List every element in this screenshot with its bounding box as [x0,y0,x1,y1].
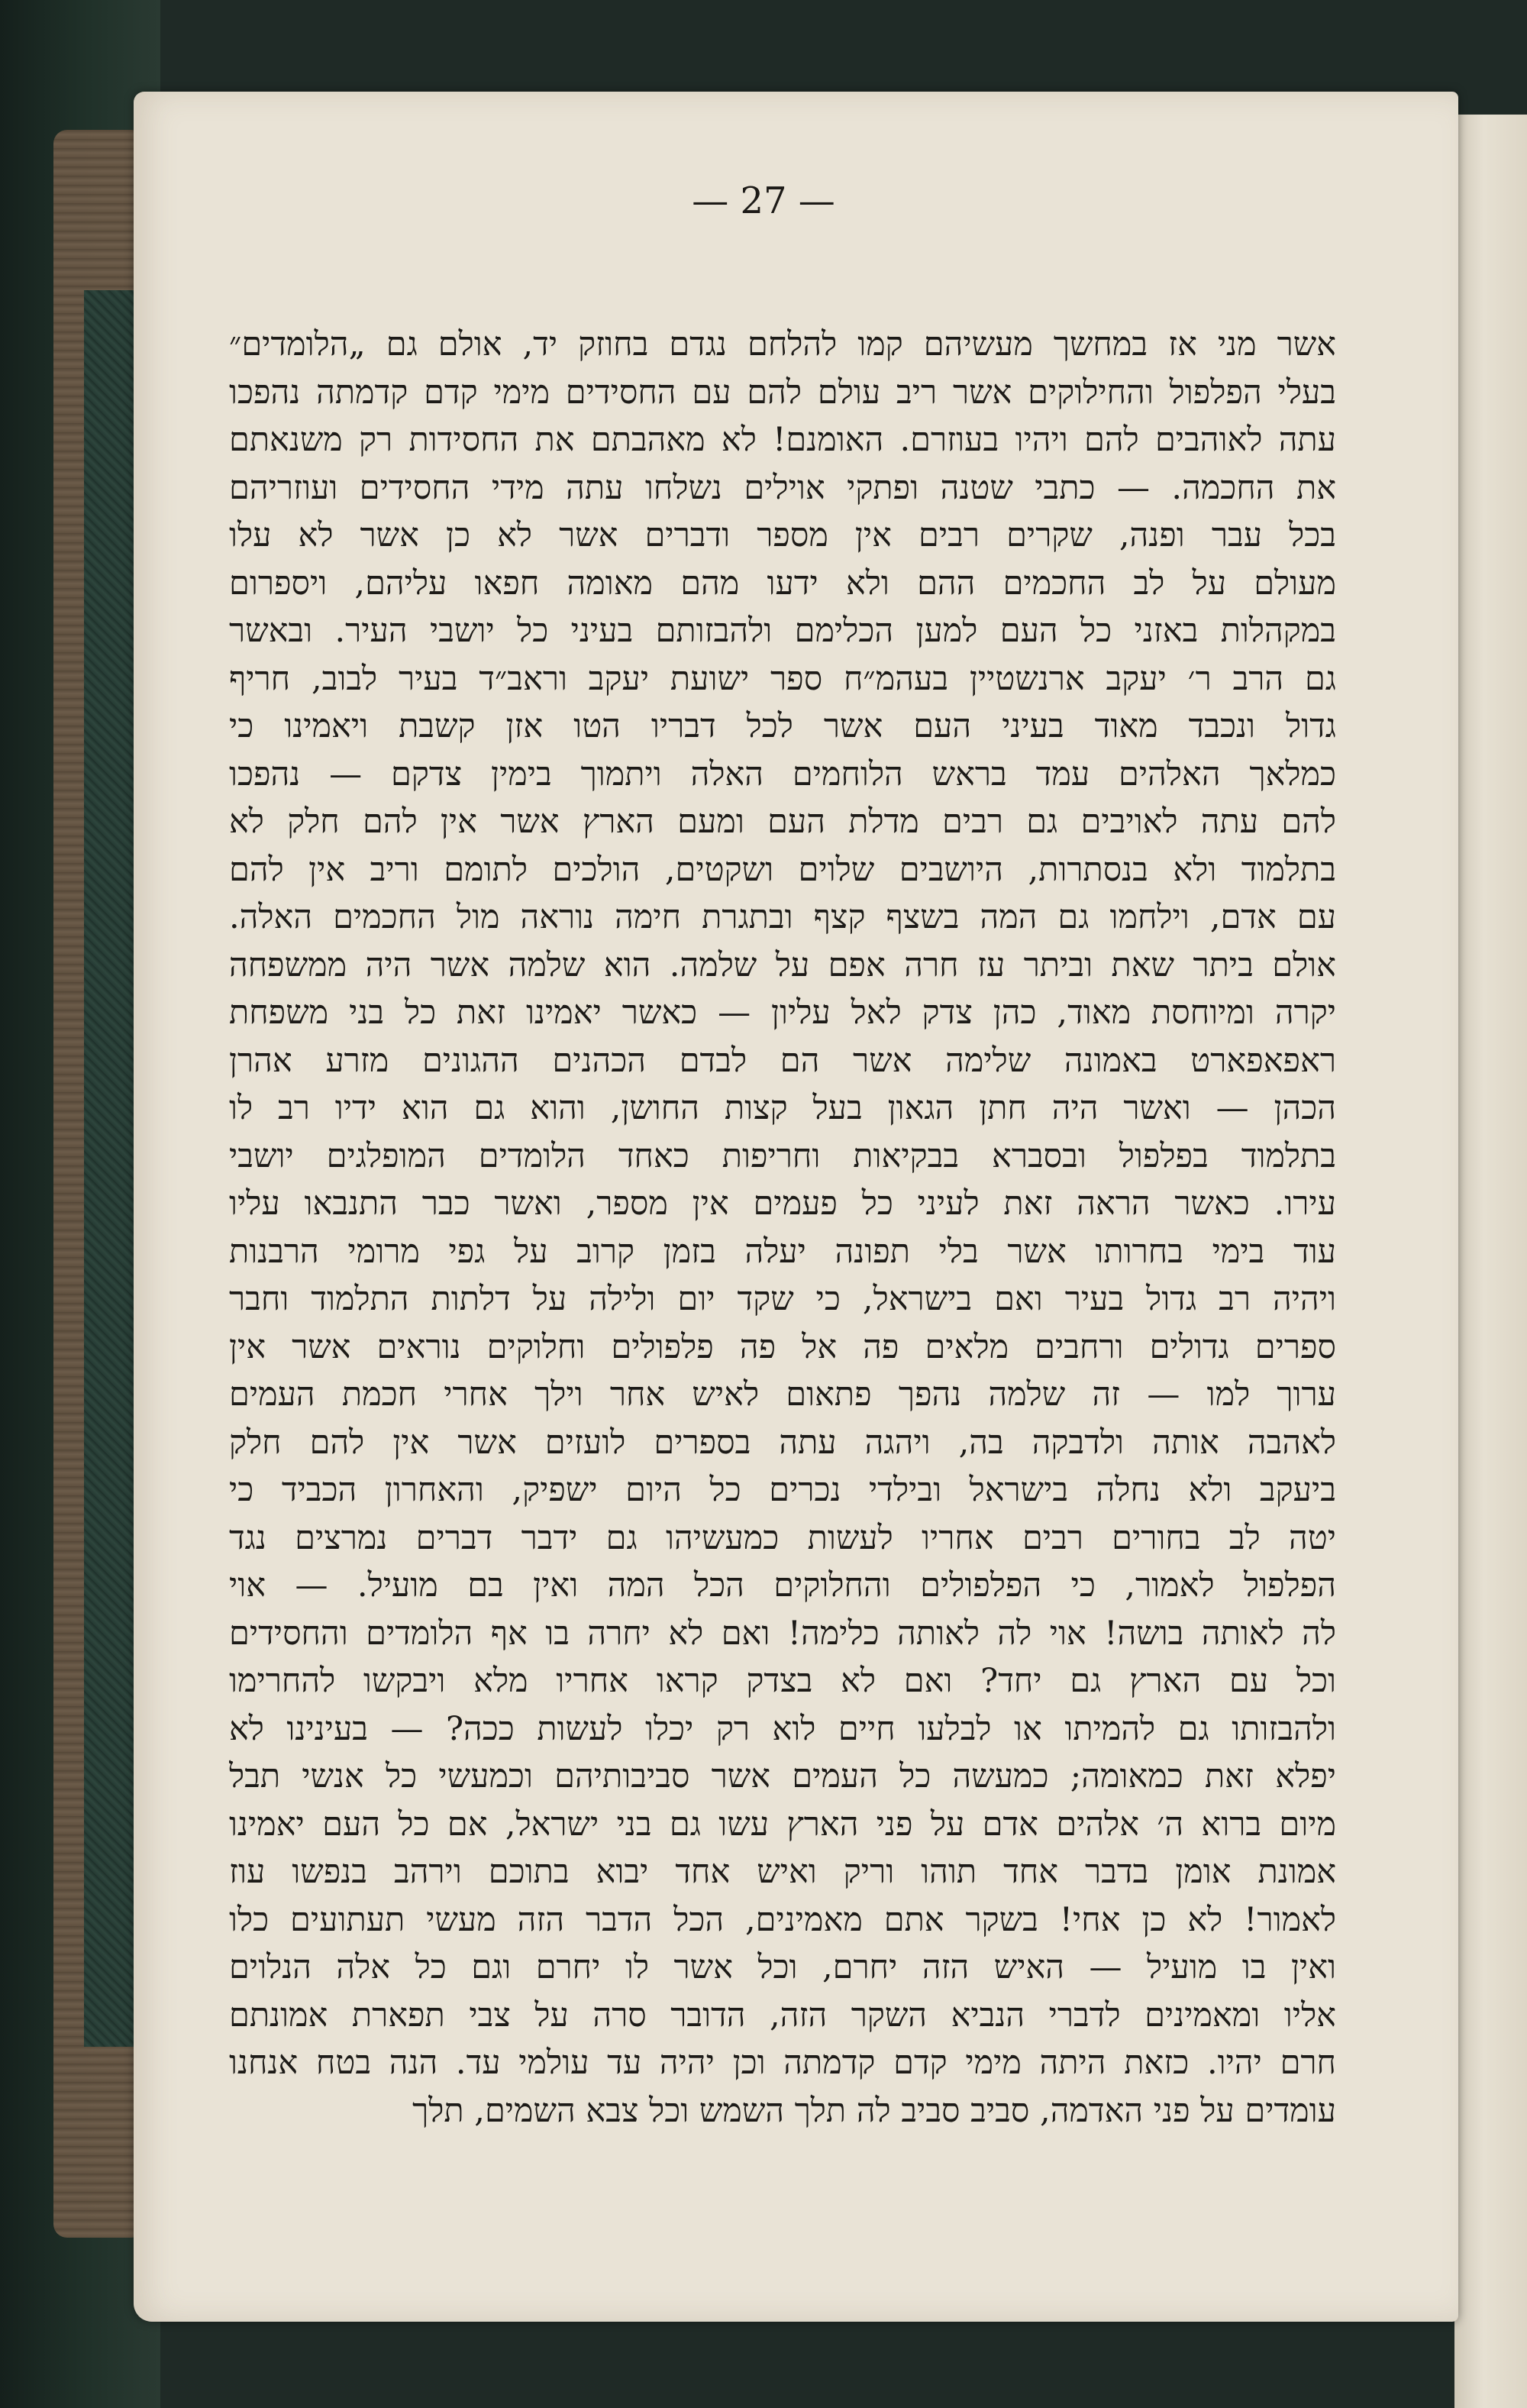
text-line: וכל עם הארץ גם יחד? ואם לא בצדק קראו אחריו מלא ויבקשו להחרימו [229,1662,1336,1700]
text-line: יקרה ומיוחסת מאוד, כהן צדק לאל עליון — כאשר יאמינו זאת כל בני משפחת [229,994,1336,1032]
text-line: בעלי הפלפול והחילוקים אשר ריב עולם להם עם החסידים מימי קדם קדמתה נהפכו [229,373,1336,412]
text-line: מעולם על לב החכמים ההם ולא ידעו מהם מאומה חפאו עליהם, ויספרום [229,564,1336,603]
text-line: במקהלות באזני כל העם למען הכלימם ולהבזותם בעיני כל יושבי העיר. ובאשר [229,612,1336,650]
text-line: להם עתה לאויבים גם רבים מדלת העם ומעם הארץ אשר אין להם חלק לא [229,803,1336,841]
body-text [229,321,1336,2135]
text-line: בתלמוד בפלפול ובסברא בבקיאות וחריפות כאחד הלומדים המופלגים יושבי [229,1136,1336,1175]
text-line: יטה לב בחורים רבים אחריו לעשות כמעשיהו גם ידבר דברים נמרצים נגד [229,1518,1336,1557]
text-line: ביעקב ולא נחלה בישראל ובילדי נכרים כל היום ישפיק, והאחרון הכביד כי [229,1471,1336,1509]
text-line: גם הרב ר׳ יעקב ארנשטיין בעהמ״ח ספר ישועת יעקב וראב״ד בעיר לבוב, חריף [229,659,1336,698]
text-line: עם אדם, וילחמו גם המה בשצף קצף ובתגרת חימה נוראה מול החכמים האלה. [229,898,1336,936]
text-line: עוד בימי בחרותו אשר בלי תפונה יעלה בזמן קרוב על גפי מרומי הרבנות [229,1232,1336,1271]
text-line: ראפאפארט באמונה שלימה אשר הם לבדם הכהנים ההגונים מזרע אהרן [229,1041,1336,1080]
text-line: חרם יהיו. כזאת היתה מימי קדם קדמתה וכן יהיה עד עולמי עד. הנה בטח אנחנו [229,2044,1336,2082]
page-number: — 27 — [692,179,835,222]
text-line: הכהן — ואשר היה חתן הגאון בעל קצות החושן, והוא גם הוא ידיו רב לו [229,1089,1336,1127]
text-line: ספרים גדולים ורחבים מלאים פה אל פה פלפולים וחלוקים נוראים אשר אין [229,1327,1336,1366]
text-line: לה לאותה בושה! אוי לה לאותה כלימה! ואם לא יחרה בו אף הלומדים והחסידים [229,1614,1336,1653]
text-line: כמלאך האלהים עמד בראש הלוחמים האלה ויתמוך בימין צדקם — נהפכו [229,755,1336,794]
text-line: ולהבזותו גם להמיתו או לבלעו חיים לוא רק יכלו לעשות ככה? — בעינינו לא [229,1709,1336,1748]
text-line: ערוך למו — זה שלמה נהפך פתאום לאיש אחר וילך אחרי חכמת העמים [229,1375,1336,1414]
text-line: יפלא זאת כמאומה; כמעשה כל העמים אשר סביבותיהם וכמעשי כל אנשי תבל [229,1757,1336,1795]
text-line: אולם ביתר שאת וביתר עז חרה אפם על שלמה. הוא שלמה אשר היה ממשפחה [229,945,1336,984]
text-line: ויהיה רב גדול בעיר ואם בישראל, כי שקד יום ולילה על דלתות התלמוד וחבר [229,1280,1336,1318]
text-line: עירו. כאשר הראה זאת לעיני כל פעמים אין מספר, ואשר כבר התנבאו עליו [229,1185,1336,1223]
text-line: את החכמה. — כתבי שטנה ופתקי אוילים נשלחו עתה מידי החסידים ועוזריהם [229,468,1336,507]
text-line: לאמור! לא כן אחי! בשקר אתם מאמינים, הכל הדבר הזה מעשי תעתועים כלו [229,1900,1336,1939]
text-line: מיום ברוא ה׳ אלהים אדם על פני הארץ עשו גם בני ישראל, אם כל העם יאמינו [229,1805,1336,1844]
text-line: ואין בו מועיל — האיש הזה יחרם, וכל אשר לו יחרם וגם כל אלה הנלוים [229,1948,1336,1986]
text-line: לאהבה אותה ולדבקה בה, ויהגה עתה בספרים לועזים אשר אין להם חלק [229,1423,1336,1462]
text-line: בתלמוד ולא בנסתרות, היושבים שלוים ושקטים, הולכים לתומם וריב אין להם [229,850,1336,889]
text-line: הפלפול לאמור, כי הפלפולים והחלוקים הכל המה ואין בם מועיל. — אוי [229,1566,1336,1605]
text-line: עתה לאוהבים להם ויהיו בעוזרם. האומנם! לא מאהבתם את החסידות רק משנאתם [229,421,1336,459]
text-line: אמונת אומן בדבר אחד תוהו וריק ואיש אחד יבוא בתוכם וירהב בנפשו עוז [229,1853,1336,1891]
next-page-edge [1454,115,1527,2408]
text-line: אליו ומאמינים לדברי הנביא השקר הזה, הדובר סרה על צבי תפארת אמונתם [229,1996,1336,2035]
text-line: עומדים על פני האדמה, סביב סביב לה תלך השמש וכל צבא השמים, תלך [412,2091,1336,2130]
text-line: אשר מני אז במחשך מעשיהם קמו להלחם נגדם בחוזק יד, אולם גם „הלומדים״ [229,325,1336,364]
text-line: גדול ונכבד מאוד בעיני העם אשר לכל דבריו הטו אזן קשבת ויאמינו כי [229,707,1336,745]
text-line: בכל עבר ופנה, שקרים רבים אין מספר ודברים אשר לא כן אשר לא עלו [229,516,1336,554]
